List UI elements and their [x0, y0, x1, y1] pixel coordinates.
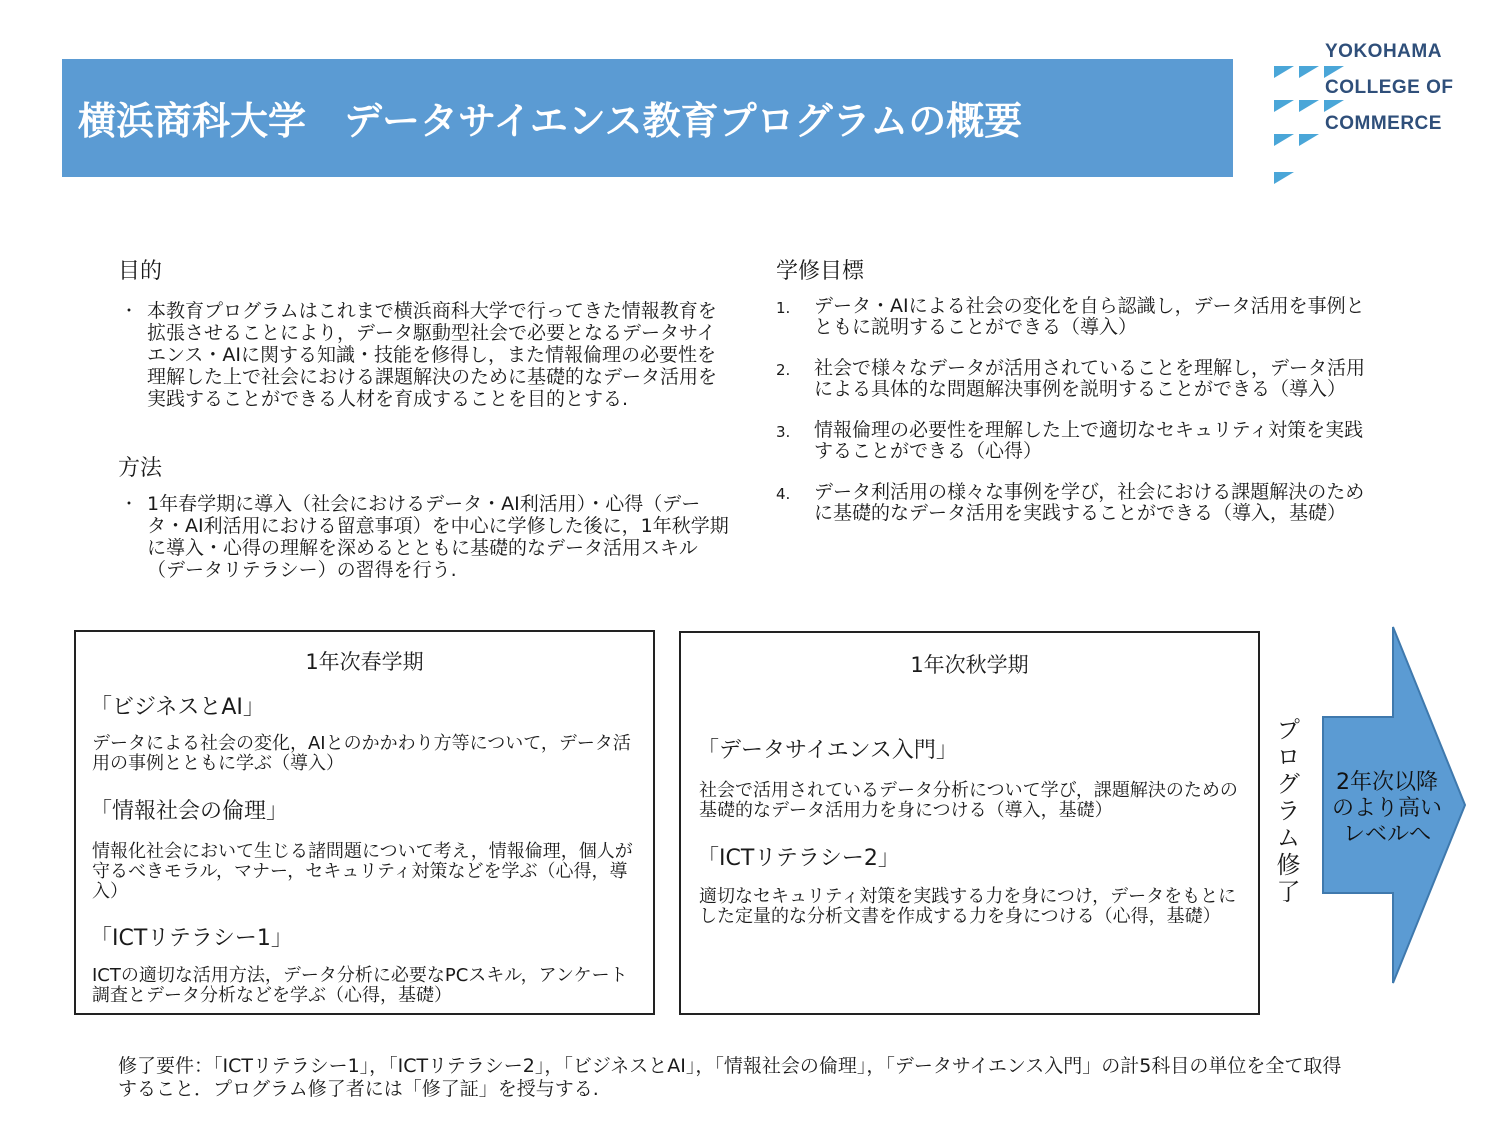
bullet: ・: [121, 301, 138, 320]
goal-item: [776, 296, 1376, 338]
course-ict-literacy-2: 「ICTリテラシー2」: [697, 846, 900, 871]
goal-number: 1.: [776, 299, 791, 317]
spring-semester-title: 1年次春学期: [305, 650, 424, 674]
logo-text-line1: YOKOHAMA: [1325, 41, 1442, 62]
course-ict-literacy-1-desc: ICTの適切な活用方法，データ分析に必要なPCスキル，アンケート調査とデータ分析などを学ぶ（心得，基礎）: [92, 965, 628, 1006]
course-data-science-intro-desc: 社会で活用されているデータ分析について学び，課題解決のための基礎的なデータ活用力を身につける（導入，基礎）: [699, 780, 1238, 821]
course-data-science-intro: 「データサイエンス入門」: [697, 738, 958, 763]
program-completion-label: プログラム修了: [1272, 717, 1300, 906]
purpose-text: 本教育プログラムはこれまで横浜商科大学で行ってきた情報教育を拡張させることにより，データ駆動型社会で必要となるデータサイエンス・AIに関する知識・技能を修得し，また情報倫理の必要性を理解した上で社会における課題解決のために基礎的なデータ活用を実践することができる人材を育成することを目的とする.: [147, 300, 718, 410]
purpose-heading: 目的: [118, 259, 163, 284]
next-level-line2: のより高い: [1331, 796, 1442, 821]
course-ict-literacy-1: 「ICTリテラシー1」: [90, 926, 293, 951]
logo-text-line3: COMMERCE: [1325, 113, 1442, 134]
autumn-semester-box: [679, 631, 1260, 1015]
method-block: [121, 493, 729, 581]
method-heading: 方法: [118, 456, 163, 481]
course-business-ai-desc: データによる社会の変化，AIとのかかわり方等について，データ活用の事例とともに学ぶ（導入）: [92, 733, 631, 774]
goal-text: データ・AIによる社会の変化を自ら認識し，データ活用を事例とともに説明することができる（導入）: [814, 295, 1365, 338]
purpose-block: [121, 300, 729, 410]
footer-line1: 修了要件：「ICTリテラシー1」，「ICTリテラシー2」，「ビジネスとAI」，「情報社会の倫理」，「データサイエンス入門」の計5科目の単位を全て取得: [118, 1055, 1342, 1077]
goal-number: 2.: [776, 361, 791, 379]
page-title: 横浜商科大学 データサイエンス教育プログラムの概要: [78, 99, 1023, 143]
next-level-line1: 2年次以降: [1336, 770, 1438, 795]
next-level-text: [1328, 770, 1446, 848]
next-level-line3: レベルへ: [1342, 822, 1431, 847]
course-info-ethics-desc: 情報化社会において生じる諸問題について考え，情報倫理，個人が守るべきモラル，マナー，セキュリティ対策などを学ぶ（心得，導入）: [92, 841, 633, 902]
goal-text: データ利活用の様々な事例を学び，社会における課題解決のために基礎的なデータ活用を実践することができる（導入，基礎）: [814, 481, 1365, 524]
goal-item: [776, 482, 1376, 524]
goal-number: 4.: [776, 485, 791, 503]
completion-requirements: [118, 1055, 1378, 1101]
goal-text: 情報倫理の必要性を理解した上で適切なセキュリティ対策を実践することができる（心得）: [814, 419, 1364, 462]
footer-line2: すること．プログラム修了者には「修了証」を授与する.: [118, 1078, 599, 1100]
spring-semester-box: [74, 630, 655, 1015]
course-business-ai: 「ビジネスとAI」: [90, 695, 265, 720]
goal-item: [776, 420, 1376, 462]
goals-list: [776, 296, 1376, 544]
goal-text: 社会で様々なデータが活用されていることを理解し，データ活用による具体的な問題解決事例を説明することができる（導入）: [814, 357, 1366, 400]
autumn-semester-title: 1年次秋学期: [910, 653, 1029, 677]
goal-number: 3.: [776, 423, 791, 441]
logo-text-line2: COLLEGE OF: [1325, 77, 1454, 98]
bullet: ・: [121, 494, 138, 513]
goals-heading: 学修目標: [776, 259, 865, 284]
goal-item: [776, 358, 1376, 400]
course-ict-literacy-2-desc: 適切なセキュリティ対策を実践する力を身につけ，データをもとにした定量的な分析文書を作成する力を身につける（心得，基礎）: [699, 886, 1237, 927]
course-info-ethics: 「情報社会の倫理」: [90, 799, 289, 824]
method-text: 1年春学期に導入（社会におけるデータ・AI利活用）・心得（データ・AI利活用における留意事項）を中心に学修した後に，1年秋学期に導入・心得の理解を深めるとともに基礎的なデータ活用スキル（データリテラシー）の習得を行う.: [147, 493, 729, 581]
